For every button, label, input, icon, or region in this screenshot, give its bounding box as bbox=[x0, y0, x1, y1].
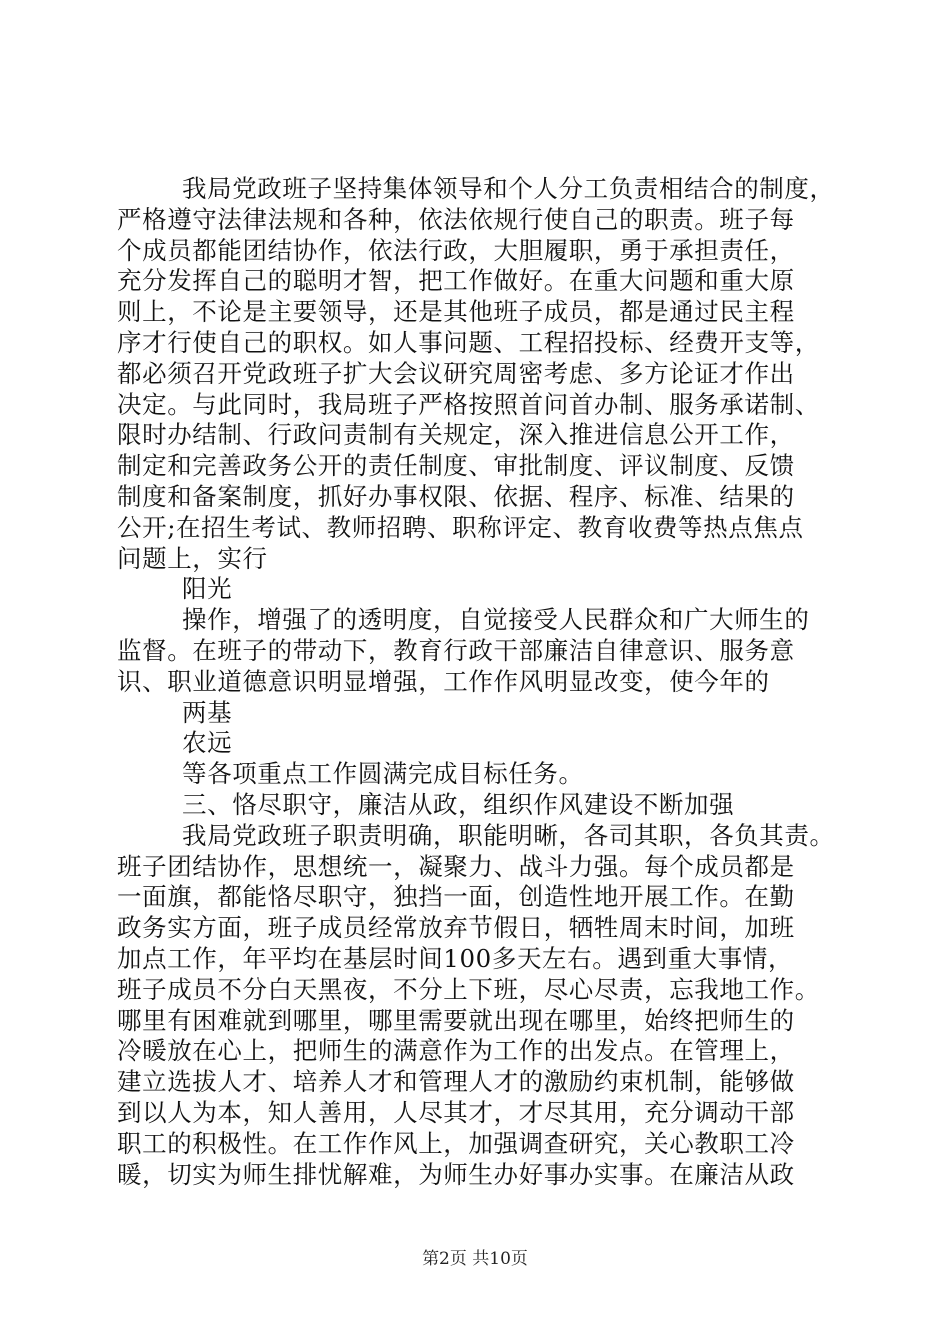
text-line: 三、恪尽职守，廉洁从政，组织作风建设不断加强 bbox=[182, 789, 735, 819]
text-line: 两基 bbox=[182, 697, 233, 727]
document-body bbox=[117, 174, 837, 1190]
text-line: 我局党政班子职责明确，职能明晰，各司其职，各负其责。 bbox=[182, 820, 835, 850]
text-line: 农远 bbox=[182, 728, 233, 758]
page-footer: 第2页 共10页 bbox=[422, 1249, 528, 1269]
text-line: 监督。在班子的带动下，教育行政干部廉洁自律意识、服务意 bbox=[117, 635, 795, 665]
text-line: 加点工作，年平均在基层时间100多天左右。遇到重大事情， bbox=[117, 943, 794, 973]
text-line: 严格遵守法律法规和各种，依法依规行使自己的职责。班子每 bbox=[117, 204, 795, 234]
text-line: 一面旗，都能恪尽职守，独挡一面，创造性地开展工作。在勤 bbox=[117, 882, 795, 912]
text-line: 我局党政班子坚持集体领导和个人分工负责相结合的制度， bbox=[182, 174, 835, 203]
text-line: 等各项重点工作圆满完成目标任务。 bbox=[182, 759, 584, 789]
text-line: 问题上，实行 bbox=[117, 543, 268, 573]
text-line: 则上，不论是主要领导，还是其他班子成员，都是通过民主程 bbox=[117, 297, 795, 327]
text-line: 制定和完善政务公开的责任制度、审批制度、评议制度、反馈 bbox=[117, 451, 795, 481]
text-line: 哪里有困难就到哪里，哪里需要就出现在哪里，始终把师生的 bbox=[117, 1005, 795, 1035]
text-line: 决定。与此同时，我局班子严格按照首问首办制、服务承诺制、 bbox=[117, 389, 820, 419]
text-line: 到以人为本，知人善用，人尽其才，才尽其用，充分调动干部 bbox=[117, 1097, 795, 1127]
text-line: 建立选拔人才、培养人才和管理人才的激励约束机制，能够做 bbox=[117, 1067, 795, 1097]
text-line: 识、职业道德意识明显增强，工作作风明显改变，使今年的 bbox=[117, 666, 770, 696]
text-line: 政务实方面，班子成员经常放弃节假日，牺牲周末时间，加班 bbox=[117, 913, 795, 943]
text-line: 冷暖放在心上，把师生的满意作为工作的出发点。在管理上， bbox=[117, 1036, 795, 1066]
text-line: 充分发挥自己的聪明才智，把工作做好。在重大问题和重大原 bbox=[117, 266, 795, 296]
text-line: 暖，切实为师生排忧解难，为师生办好事办实事。在廉洁从政 bbox=[117, 1159, 795, 1189]
text-line: 都必须召开党政班子扩大会议研究周密考虑、多方论证才作出 bbox=[117, 358, 795, 388]
text-line: 职工的积极性。在工作作风上，加强调查研究，关心教职工冷 bbox=[117, 1128, 795, 1158]
text-line: 制度和备案制度，抓好办事权限、依据、程序、标准、结果的 bbox=[117, 481, 795, 511]
text-line: 个成员都能团结协作，依法行政，大胆履职，勇于承担责任， bbox=[117, 235, 795, 265]
text-line: 阳光 bbox=[182, 574, 233, 604]
text-line: 公开;在招生考试、教师招聘、职称评定、教育收费等热点焦点 bbox=[117, 512, 804, 542]
text-line: 限时办结制、行政问责制有关规定，深入推进信息公开工作， bbox=[117, 420, 795, 450]
text-line: 操作，增强了的透明度，自觉接受人民群众和广大师生的 bbox=[182, 605, 810, 635]
text-line: 班子成员不分白天黑夜，不分上下班，尽心尽责，忘我地工作。 bbox=[117, 974, 820, 1004]
text-line: 序才行使自己的职权。如人事问题、工程招投标、经费开支等， bbox=[117, 327, 820, 357]
text-line: 班子团结协作，思想统一，凝聚力、战斗力强。每个成员都是 bbox=[117, 851, 795, 881]
